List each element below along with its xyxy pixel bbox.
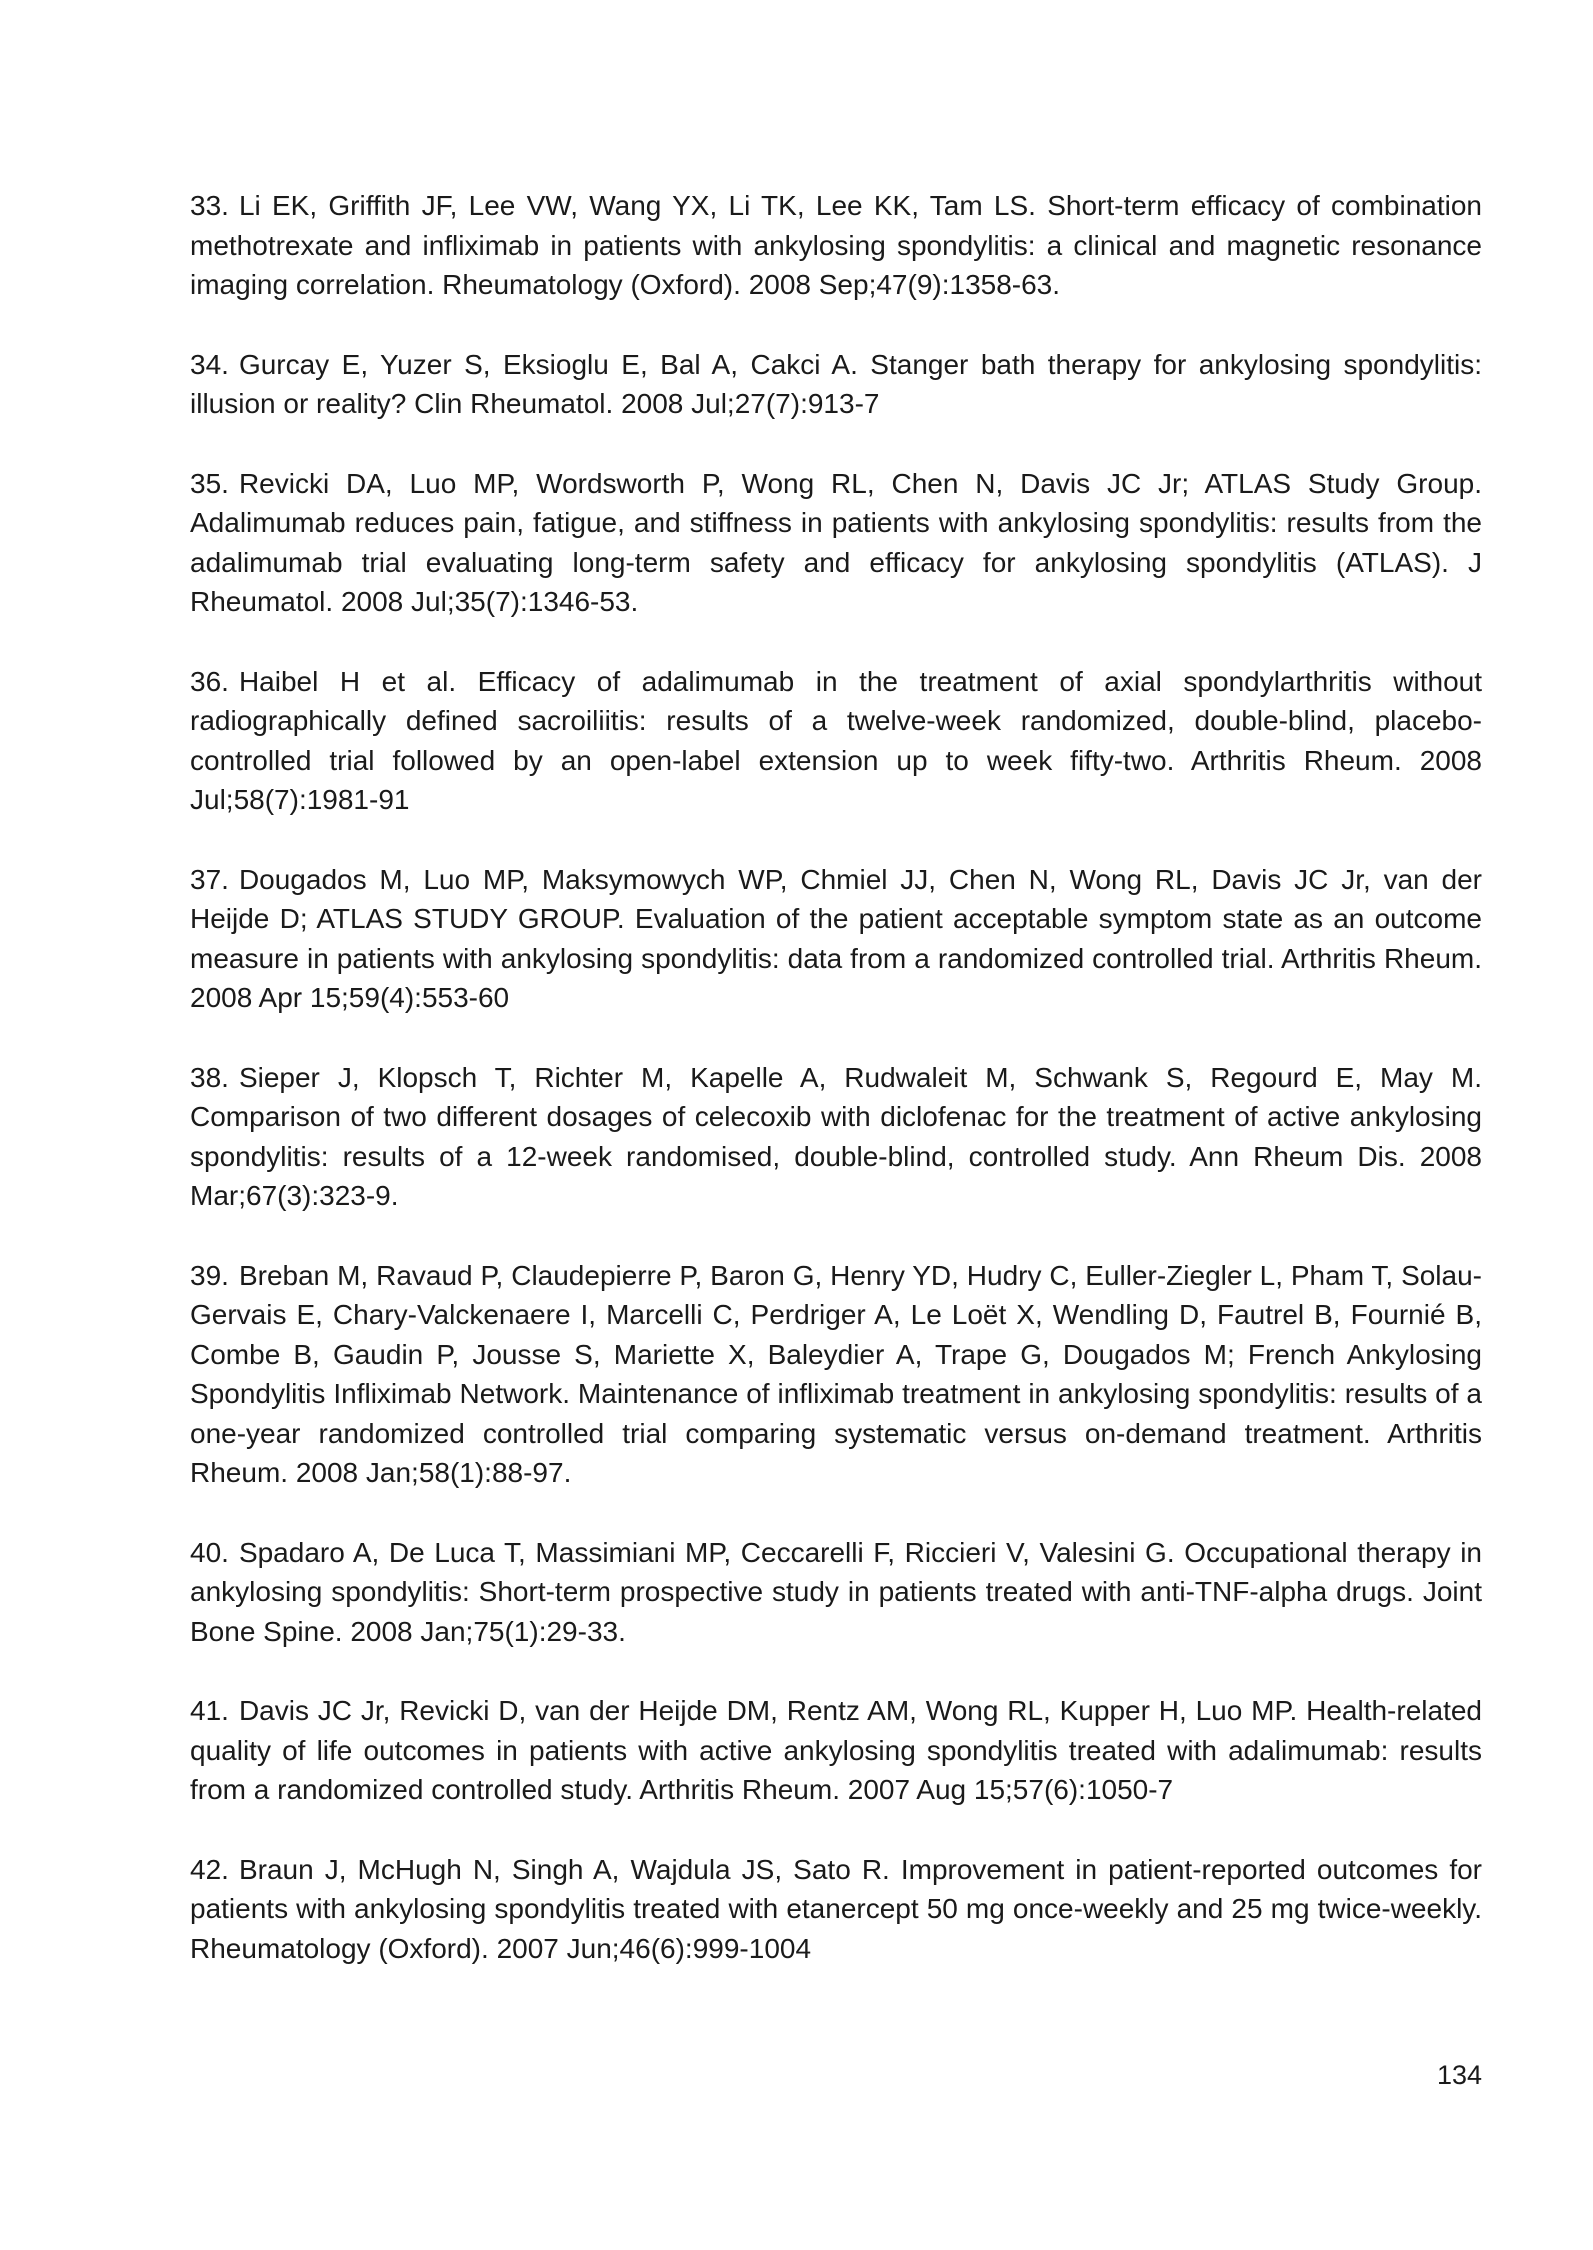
page-number: 134	[1436, 2060, 1482, 2090]
reference-number: 33.	[190, 190, 229, 221]
reference-item	[190, 345, 1482, 424]
reference-number: 38.	[190, 1061, 229, 1093]
reference-text: Revicki DA, Luo MP, Wordsworth P, Wong RL, Chen N, Davis JC Jr; ATLAS Study Group. Adalimumab reduces pain, fatigue, and stiffness in patients with ankylosing spondylitis: results from the adalimumab trial evaluating long-term safety and efficacy for ankylosing spondylitis (ATLAS). J Rheumatol. 2008 Jul;35(7):1346-53.	[190, 467, 1482, 617]
reference-item	[190, 860, 1482, 1018]
reference-text: Haibel H et al. Efficacy of adalimumab in the treatment of axial spondylarthritis without radiographically defined sacroiliitis: results of a twelve-week randomized, double-blind, placebo-controlled trial followed by an open-label extension up to week fifty-two. Arthritis Rheum. 2008 Jul;58(7):1981-91	[190, 665, 1482, 815]
reference-number: 42.	[190, 1853, 229, 1885]
reference-number: 36.	[190, 665, 229, 697]
reference-number: 41.	[190, 1695, 229, 1726]
reference-number: 39.	[190, 1259, 229, 1291]
reference-item	[190, 1850, 1482, 1969]
reference-number: 35.	[190, 467, 229, 499]
reference-list	[190, 186, 1482, 2008]
reference-number: 37.	[190, 863, 229, 895]
reference-item	[190, 1533, 1482, 1652]
reference-item	[190, 1058, 1482, 1216]
reference-item	[190, 1691, 1482, 1810]
reference-text: Braun J, McHugh N, Singh A, Wajdula JS, Sato R. Improvement in patient-reported outcomes for patients with ankylosing spondylitis treated with etanercept 50 mg once-weekly and 25 mg twice-weekly. Rheumatology (Oxford). 2007 Jun;46(6):999-1004	[190, 1853, 1482, 1964]
reference-item	[190, 464, 1482, 622]
reference-text: Spadaro A, De Luca T, Massimiani MP, Ceccarelli F, Riccieri V, Valesini G. Occupational therapy in ankylosing spondylitis: Short-term prospective study in patients treated with anti-TNF-alpha drugs. Joint Bone Spine. 2008 Jan;75(1):29-33.	[190, 1536, 1482, 1647]
reference-item	[190, 186, 1482, 305]
reference-text: Sieper J, Klopsch T, Richter M, Kapelle A, Rudwaleit M, Schwank S, Regourd E, May M. Comparison of two different dosages of celecoxib with diclofenac for the treatment of active ankylosing spondylitis: results of a 12-week randomised, double-blind, controlled study. Ann Rheum Dis. 2008 Mar;67(3):323-9.	[190, 1061, 1482, 1211]
reference-text: Davis JC Jr, Revicki D, van der Heijde DM, Rentz AM, Wong RL, Kupper H, Luo MP. Health-related quality of life outcomes in patients with active ankylosing spondylitis treated with adalimumab: results from a randomized controlled study. Arthritis Rheum. 2007 Aug 15;57(6):1050-7	[190, 1695, 1482, 1805]
reference-item	[190, 1256, 1482, 1493]
reference-text: Breban M, Ravaud P, Claudepierre P, Baron G, Henry YD, Hudry C, Euller-Ziegler L, Pham T, Solau-Gervais E, Chary-Valckenaere I, Marcelli C, Perdriger A, Le Loët X, Wendling D, Fautrel B, Fournié B, Combe B, Gaudin P, Jousse S, Mariette X, Baleydier A, Trape G, Dougados M; French Ankylosing Spondylitis Infliximab Network. Maintenance of infliximab treatment in ankylosing spondylitis: results of a one-year randomized controlled trial comparing systematic versus on-demand treatment. Arthritis Rheum. 2008 Jan;58(1):88-97.	[190, 1259, 1482, 1488]
reference-item	[190, 662, 1482, 820]
reference-text: Dougados M, Luo MP, Maksymowych WP, Chmiel JJ, Chen N, Wong RL, Davis JC Jr, van der Heijde D; ATLAS STUDY GROUP. Evaluation of the patient acceptable symptom state as an outcome measure in patients with ankylosing spondylitis: data from a randomized controlled trial. Arthritis Rheum. 2008 Apr 15;59(4):553-60	[190, 863, 1482, 1013]
reference-text: Li EK, Griffith JF, Lee VW, Wang YX, Li TK, Lee KK, Tam LS. Short-term efficacy of combination methotrexate and infliximab in patients with ankylosing spondylitis: a clinical and magnetic resonance imaging correlation. Rheumatology (Oxford). 2008 Sep;47(9):1358-63.	[190, 190, 1482, 300]
reference-number: 40.	[190, 1536, 229, 1568]
reference-number: 34.	[190, 348, 229, 380]
reference-text: Gurcay E, Yuzer S, Eksioglu E, Bal A, Cakci A. Stanger bath therapy for ankylosing spondylitis: illusion or reality? Clin Rheumatol. 2008 Jul;27(7):913-7	[190, 348, 1482, 419]
